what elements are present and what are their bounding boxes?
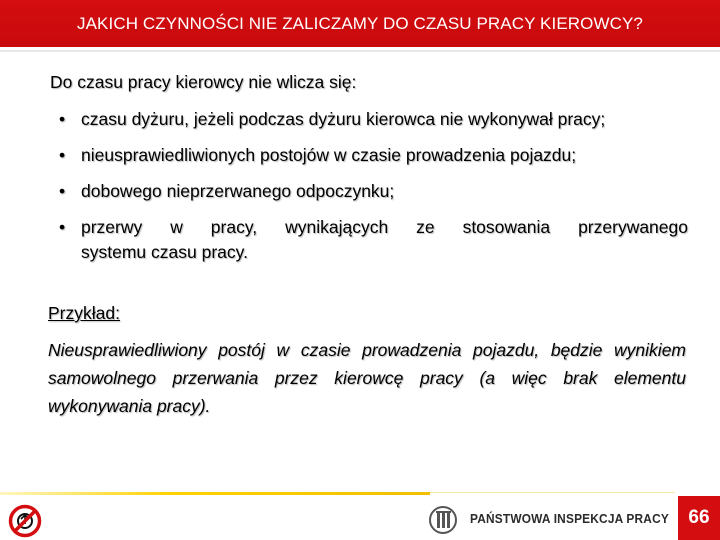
slide-content: [48, 72, 688, 276]
footer-divider: [0, 492, 430, 495]
example-label: Przykład:: [48, 303, 120, 323]
bullet-icon: •: [59, 181, 66, 201]
bullet-icon: •: [59, 217, 66, 237]
bullet-text: czasu dyżuru, jeżeli podczas dyżuru kierowca nie wykonywał pracy;: [81, 109, 606, 129]
example-text: Nieusprawiedliwiony postój w czasie prowadzenia pojazdu, będzie wynikiem samowolnego przerwania przez kierowcę pracy (a więc brak elementu wykonywania pracy).: [48, 340, 686, 416]
bullet-icon: •: [59, 145, 66, 165]
list-item: [48, 143, 688, 168]
page-number: 66: [678, 496, 720, 540]
title-bar: [0, 0, 720, 50]
org-name: PAŃSTWOWA INSPEKCJA PRACY: [470, 512, 669, 526]
bullet-icon: •: [59, 109, 66, 129]
list-item: [48, 179, 688, 204]
slide-title: JAKICH CZYNNOŚCI NIE ZALICZAMY DO CZASU PRACY KIEROWCY?: [77, 14, 643, 33]
lead-text: Do czasu pracy kierowcy nie wlicza się:: [50, 72, 357, 92]
list-item: [48, 215, 688, 265]
bullet-text: nieusprawiedliwionych postojów w czasie prowadzenia pojazdu;: [81, 145, 577, 165]
bullet-list: [48, 107, 688, 265]
bullet-text-continued: systemu czasu pracy.: [81, 242, 248, 262]
footer-divider-thin: [430, 492, 675, 493]
pip-logo-icon: [428, 505, 462, 535]
no-tachograph-icon: [8, 504, 42, 538]
bullet-text: dobowego nieprzerwanego odpoczynku;: [81, 181, 395, 201]
list-item: [48, 107, 688, 132]
bullet-text: przerwy w pracy, wynikających ze stosowania przerywanego: [81, 217, 688, 237]
